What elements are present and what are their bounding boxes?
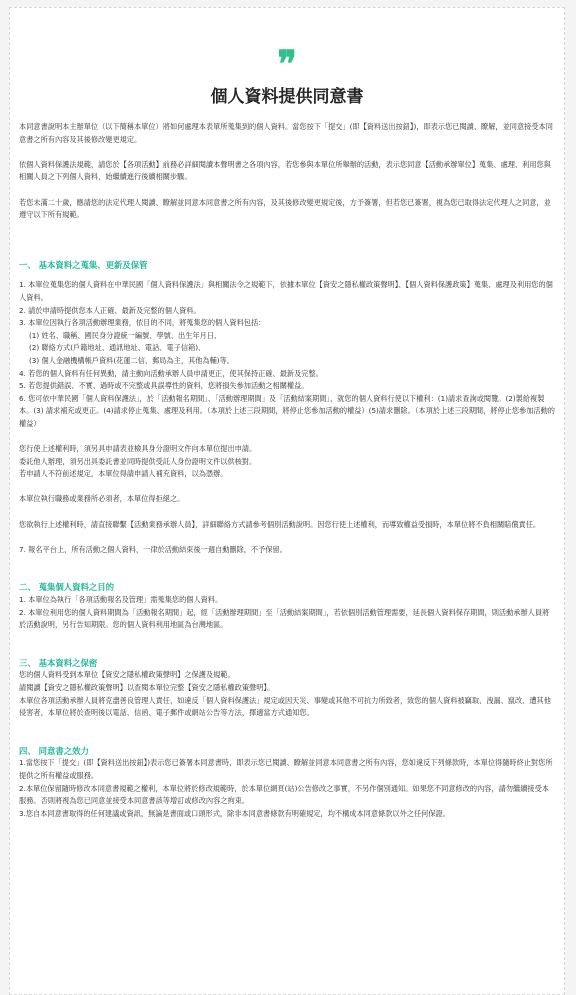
list-item: 3. 本單位因執行各項活動辦理業務，依目的不同，將蒐集您的個人資料包括： bbox=[19, 318, 266, 328]
list-item: 1. 本單位蒐集您的個人資料在中華民國「個人資料保護法」與相關法令之規範下，依據本單位【資安之隱私權政策聲明】、【個人資料保護政策】蒐集、處理及利用您的個人資料。 bbox=[19, 280, 553, 302]
intro-paragraph: 若您未滿二十歲，應請您的法定代理人閱讀、瞭解並同意本同意書之所有內容，及其後修改變更規定後，方予簽署，但若您已簽署，視為您已取得法定代理人之同意，並遵守以下所有規範。 bbox=[19, 197, 551, 220]
list-item: 您的個人資料受到本單位【資安之隱私權政策聲明】之保護及規範。 bbox=[19, 670, 235, 680]
list-item: 請閱讀【資安之隱私權政策聲明】以查閱本單位完整【資安之隱私權政策聲明】。 bbox=[19, 682, 275, 692]
note-line: 委託他人辦理，須另出具委託書並同時提供受託人身份證明文件以供核對。 bbox=[19, 456, 257, 466]
list-item: 5. 若您提供錯誤、不實、過時或不完整或具誤導性的資料，您將損失參加活動之相關權益。 bbox=[19, 381, 309, 391]
section-heading: 二、 蒐集個人資料之目的 bbox=[19, 582, 115, 593]
list-item: 1.當您按下「提交」(即【資料送出按鈕】)表示您已簽署本同意書時，即表示您已閱讀、瞭解並同意本同意書之所有內容，您如違反下列條款時，本單位得隨時終止對您所提供之所有權益或服務。 bbox=[19, 758, 553, 780]
sub-list-item: (1) 姓名、職稱、國民身分證統一編號、學號、出生年月日、 bbox=[29, 330, 222, 340]
intro-paragraph: 本同意書說明本主辦單位（以下簡稱本單位）將如何處理本表單所蒐集到的個人資料。當您按下「提交」(即【資料送出按鈕】)，即表示您已閱讀、瞭解，並同意接受本同意書之所有內容及其後修改變更規定。 bbox=[19, 122, 553, 144]
list-item: 4. 若您的個人資料有任何異動，請主動向活動承辦人員申請更正，使其保持正確、最新及完整。 bbox=[19, 368, 323, 378]
section-heading: 三、 基本資料之保密 bbox=[19, 657, 98, 668]
list-item: 1. 本單位為執行「各項活動報名及管理」需蒐集您的個人資料。 bbox=[19, 595, 223, 604]
list-item: 6. 您可依中華民國「個人資料保護法」，於「活動報名期間」、「活動辦理期間」及「活動結案期間」，就您的個人資料行使以下權利：(1)請求查詢或閱覽。(2)製給複製本。(3) 請求補充或更正。(4)請求停止蒐集、處理及利用。（本項於上述三段期間，將停止您參加活動的權益）(5)請求刪除。（本項於上述三段期間，將停止您參加活動的權益） bbox=[19, 393, 555, 428]
list-item: 2.本單位保留隨時修改本同意書規範之權利，本單位將於修改規範時，於本單位網頁(站)公告修改之事實，不另作個別通知。如果您不同意修改的內容，請勿繼續接受本服務。否則將視為您已同意並接受本同意書該等增訂或修改內容之拘束。 bbox=[19, 783, 549, 806]
note-line: 您行使上述權利時，須另具申請表並檢具身分證明文件向本單位提出申請。 bbox=[19, 444, 257, 454]
list-item: 2. 本單位利用您的個人資料期間為「活動報名期間」起，經「活動辦理期間」至「活動結案期間」，若依個別活動管理需要，延長個人資料保存期間，則活動承辦人員將於活動說明，另行告知期限。您的個人資料利用地區為台灣地區。 bbox=[19, 607, 550, 630]
sub-list-item: (2) 聯絡方式(戶籍地址、通訊地址、電話、電子信箱)、 bbox=[29, 343, 206, 353]
quote-icon: ❞ bbox=[277, 43, 297, 68]
note-line: 本單位執行職務或業務所必須者，本單位得拒絕之。 bbox=[19, 494, 185, 504]
intro-paragraph: 依個人資料保護法規範，請您於【各項活動】前務必詳細閱讀本聲明書之各項內容，若您參與本單位所舉辦的活動，表示您同意【活動承辦單位】蒐集、處理、利用您與相關人員之下列個人資料，始繼續進行後續相關步驟。 bbox=[19, 159, 551, 182]
note-line: 若申請人不符前述規定，本單位得請申請人補充資料，以為憑辦。 bbox=[19, 469, 228, 479]
note-line: 您欲執行上述權利時，請直接聯繫【活動業務承辦人員】，詳細聯絡方式請參考個別活動說明。因您行使上述權利，而導致權益受損時，本單位將不負相關賠償責任。 bbox=[19, 519, 541, 529]
section-heading: 一、 基本資料之蒐集、更新及保管 bbox=[19, 259, 148, 270]
consent-card bbox=[9, 7, 565, 995]
list-item: 本單位各項活動承辦人員將克盡善良管理人責任，如違反「個人資料保護法」規定或因天災、事變或其他不可抗力所致者，致您的個人資料被竊取、洩漏、竄改、遭其他侵害者，本單位將於查明後以電話、信函、電子郵件或網站公告等方法，擇適當方式通知您。 bbox=[19, 695, 551, 718]
section-heading: 四、 同意書之效力 bbox=[19, 745, 89, 756]
list-item: 7. 報名平台上，所有活動之個人資料，一律於活動結束後一週自動刪除，不予保留。 bbox=[19, 544, 287, 554]
sub-list-item: (3) 個人金融機構帳戶資料(花蓮二信、郵局為主，其他為輔)等。 bbox=[29, 355, 234, 365]
list-item: 3.您自本同意書取得的任何建議或資訊，無論是書面或口頭形式，除非本同意書條款有明確規定，均不構成本同意條款以外之任何保證。 bbox=[19, 808, 450, 818]
list-item: 2. 請於申請時提供您本人正確、最新及完整的個人資料。 bbox=[19, 305, 201, 315]
page-title: 個人資料提供同意書 bbox=[210, 87, 364, 107]
